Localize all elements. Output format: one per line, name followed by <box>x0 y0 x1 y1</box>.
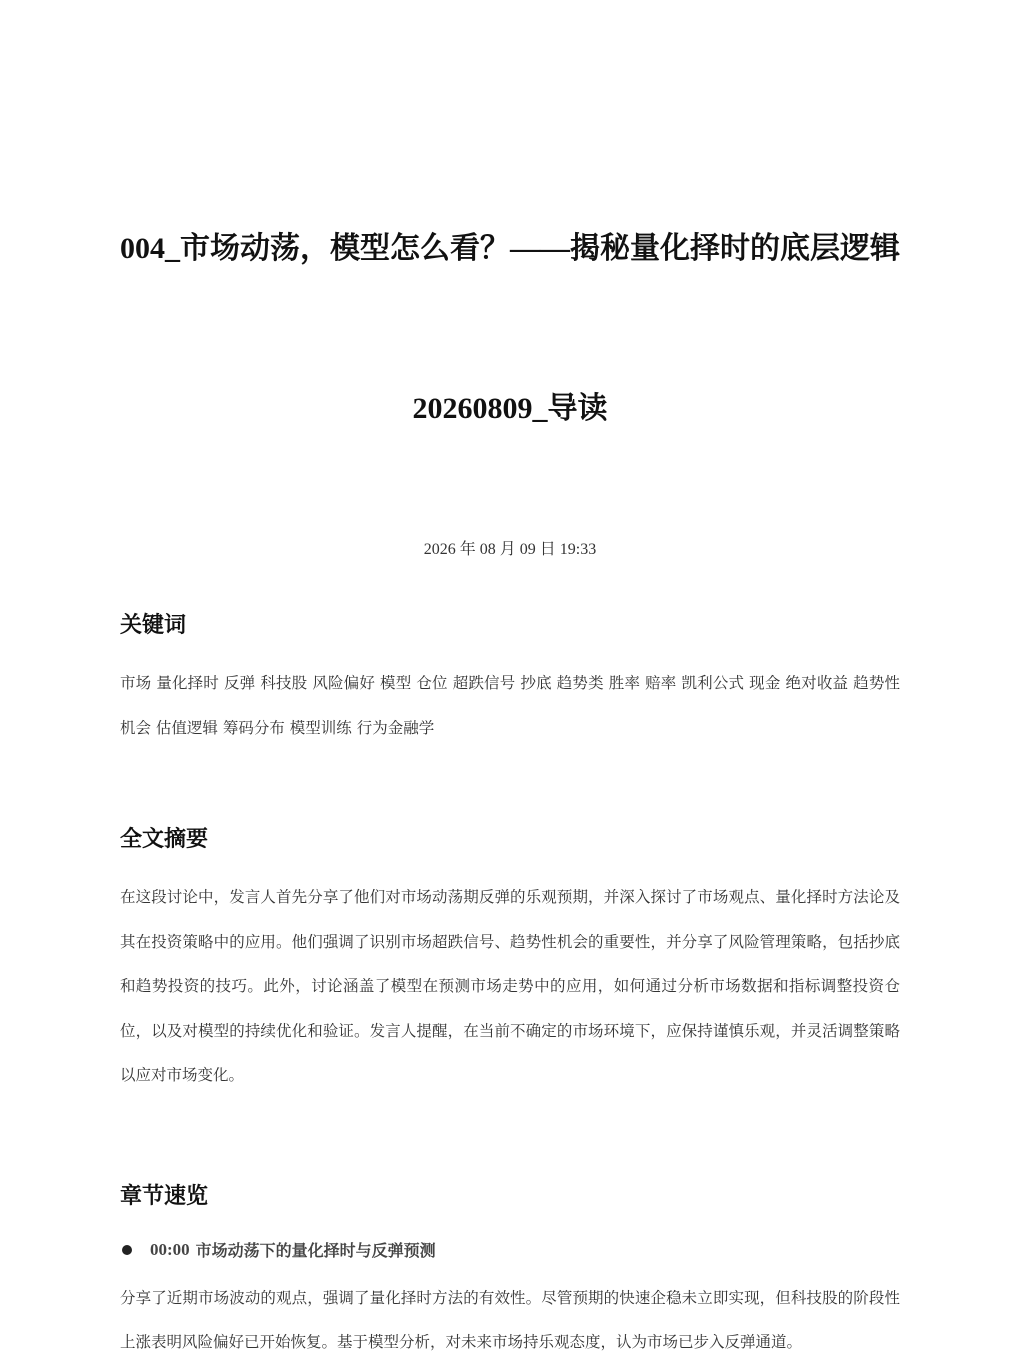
document-title <box>120 0 900 516</box>
document-date: 2026 年 08 月 09 日 19:33 <box>423 541 597 558</box>
keywords-heading: 关键词 <box>120 613 187 638</box>
chapter-time: 00:00 <box>150 1239 190 1259</box>
chapter-item <box>120 1236 900 1264</box>
bullet-icon <box>122 1245 132 1255</box>
chapter-text: 分享了近期市场波动的观点，强调了量化择时方法的有效性。尽管预期的快速企稳未立即实现，但科技股的阶段性上涨表明风险偏好已开始恢复。基于模型分析，对未来市场持乐观态度，认为市场已步入反弹通道。 <box>120 1288 900 1351</box>
keywords-text: 市场 量化择时 反弹 科技股 风险偏好 模型 仓位 超跌信号 抄底 趋势类 胜率 赔率 凯利公式 现金 绝对收益 趋势性机会 估值逻辑 筹码分布 模型训练 行为金融学 <box>120 674 900 737</box>
chapters-heading: 章节速览 <box>120 1183 209 1209</box>
summary-text: 在这段讨论中，发言人首先分享了他们对市场动荡期反弹的乐观预期，并深入探讨了市场观点、量化择时方法论及其在投资策略中的应用。他们强调了识别市场超跌信号、趋势性机会的重要性，并分享了风险管理策略，包括抄底和趋势投资的技巧。此外，讨论涵盖了模型在预测市场走势中的应用，如何通过分析市场数据和指标调整投资仓位，以及对模型的持续优化和验证。发言人提醒，在当前不确定的市场环境下，应保持谨慎乐观，并灵活调整策略以应对市场变化。 <box>120 888 900 1084</box>
document-title-line-2: 20260809_导读 <box>412 392 608 425</box>
document-page <box>120 0 900 1365</box>
summary-heading: 全文摘要 <box>120 827 209 852</box>
chapter-title: 市场动荡下的量化择时与反弹预测 <box>195 1241 436 1260</box>
document-title-line-1: 004_市场动荡，模型怎么看？——揭秘量化择时的底层逻辑 <box>120 232 900 265</box>
